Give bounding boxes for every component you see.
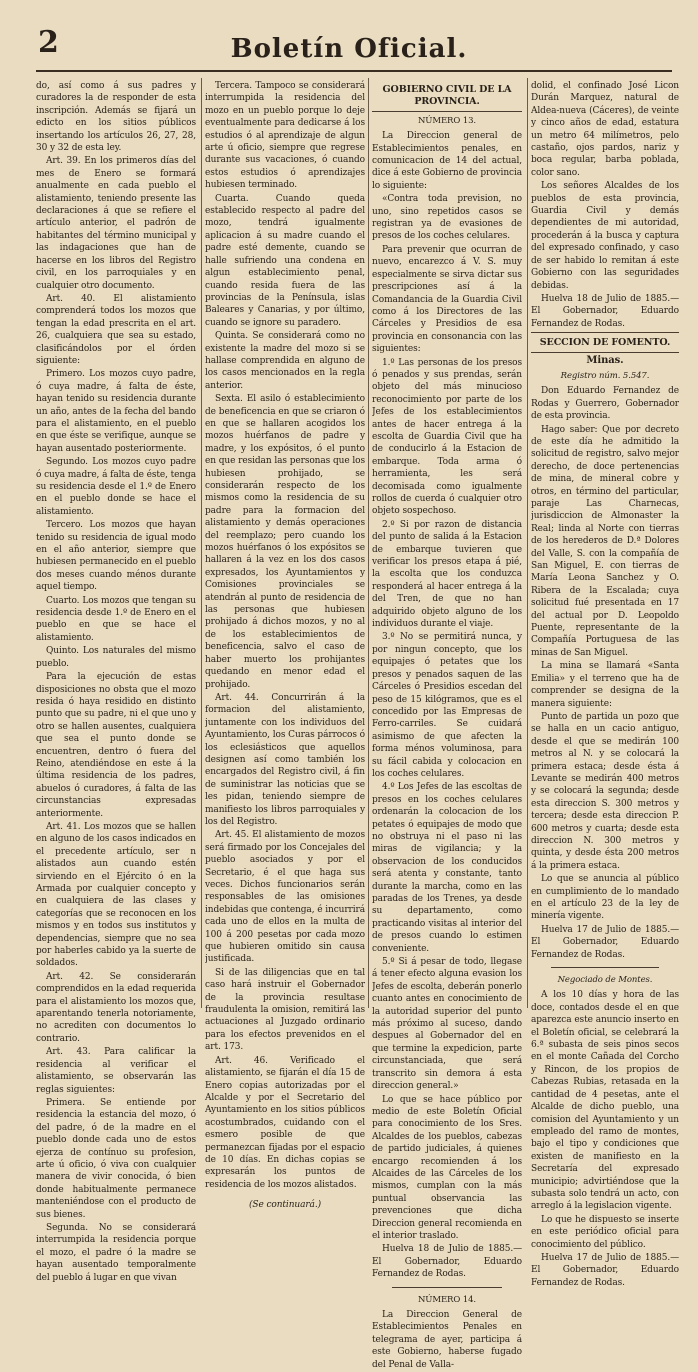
column-divider [201, 78, 202, 1008]
column-3 [372, 80, 522, 1372]
signature: Huelva 18 de Julio de 1885.—El Gobernador, Eduardo Fernandez de Rodas. [372, 1244, 522, 1280]
signature: Huelva 18 de Julio de 1885.—El Gobernador, Eduardo Fernandez de Rodas. [531, 293, 679, 329]
paragraph: Quinta. Se considerará como no existente la madre del mozo si se hallase comprendida en alguno de los casos mencionados en la regla anterior. [205, 331, 365, 391]
column-1 [36, 80, 196, 1285]
section-heading: GOBIERNO CIVIL DE LA PROVINCIA. [382, 84, 512, 108]
page-header [0, 0, 698, 76]
paragraph: Lo que he dispuesto se inserte en este periódico oficial para conocimiento del público. [531, 1214, 679, 1250]
paragraph: Don Eduardo Fernandez de Rodas y Guerrero, Gobernador de esta provincia. [531, 386, 679, 422]
paragraph: Segunda. No se considerará interrumpida la residencia porque el mozo, el padre ó la madre se hayan ausentado temporalmente del pueblo á lugar en que vivan [36, 1222, 196, 1283]
paragraph: Quinto. Los naturales del mismo pueblo. [36, 646, 196, 669]
paragraph: Sexta. El asilo ó establecimiento de beneficencia en que se criaron ó en que se hallaren acogidos los mozos huérfanos de padre y madre, y los expósitos, ó el punto en que residan las personas que los hubiesen prohijado, se considerarán respecto de los mismos como la residencia de su padre para la formacion del alistamiento y demás operaciones del reemplazo; pero cuando los mozos huérfanos ó los expósitos se hallaren á la vez en los dos casos expresados, los Ayuntamientos y Comisiones provinciales se atendrán al punto de residencia de las personas que hubiesen prohijado á dichos mozos, y no al de los establecimientos de beneficencia, salvo el caso de haber muerto los prohijantes quedando en menor edad el prohijado. [205, 394, 365, 690]
paragraph: Segundo. Los mozos cuyo padre ó cuya madre, á falta de éste, tenga su residencia desde el 1.º de Enero en el pueblo donde se hace el alistamiento. [36, 457, 196, 517]
divider [372, 111, 522, 112]
paragraph: Primero. Los mozos cuyo padre, ó cuya madre, á falta de éste, hayan tenido su residencia durante un año, antes de la fecha del bando para el alistamiento, en el pueblo en que éste se verifique, aunque se hayan ausentado posteriormente. [36, 369, 196, 454]
article-41: Art. 41. Los mozos que se hallen en alguno de los casos indicados en el precedente artículo, ser n alistados aun cuando estén sirviendo en el Ejército ó en la Armada por cualquier concepto y en cualquiera de las clases y categorías que se reconocen en los mismos y en todos sus institutos y dependencias, siempre que no sea por haberles cabido ya la suerte de soldados. [36, 821, 196, 969]
paragraph: La mina se llamará «Santa Emilia» y el terreno que ha de comprender se designa de la manera siguiente: [531, 661, 679, 709]
paragraph: dolid, el confinado José Licon Durán Marquez, natural de Aldea-nueva (Cáceres), de veinte y cinco años de edad, estatura un metro 64 milímetros, pelo castaño, ojos pardos, nariz y boca regular, barba poblada, color sano. [531, 81, 679, 178]
signature: Huelva 17 de Julio de 1885.—El Gobernador, Eduardo Fernandez de Rodas. [531, 1252, 679, 1288]
paragraph: Los señores Alcaldes de los pueblos de esta provincia, Guardia Civil y demás dependientes de mi autoridad, procederán á la busca y captura del expresado confinado, y caso de ser habido lo remitan á este Gobierno con las seguridades debidas. [531, 181, 679, 291]
section-heading: SECCION DE FOMENTO. [539, 337, 671, 349]
paragraph: Para prevenir que ocurran de nuevo, encarezco á V. S. muy especialmente se sirva dictar sus prescripciones así á la Comandancia de la Guardia Civil como á los Directores de las Cárceles y Presidios de esa provincia en consonancia con las siguientes: [372, 244, 522, 355]
registro-heading: Registro núm. 5.547. [560, 370, 650, 381]
header-rule [36, 70, 672, 72]
subsection-heading: Minas. [586, 354, 624, 366]
article-43: Art. 43. Para calificar la residencia al verificar el alistamiento, se observarán las reglas siguientes: [36, 1047, 196, 1095]
paragraph: Tercero. Los mozos que hayan tenido su residencia de igual modo en el año anterior, siempre que hubiesen permanecido en el pueblo dos meses cuando ménos durante aquel tiempo. [36, 520, 196, 593]
divider [551, 967, 659, 968]
paragraph: La Direccion general de Establecimientos penales, en comunicacion de 14 del actual, dice á este Gobierno de provincia lo siguiente: [372, 131, 522, 191]
paragraph: 5.º Si á pesar de todo, llegase á tener efecto alguna evasion los Jefes de escolta, deberán ponerlo cuanto antes en conocimiento de la autoridad superior del punto más próximo al suceso, dando despues al Gobernador del en que termine la expedicion, parte circunstanciada, que será transcrito sin demora á esta direccion general.» [372, 957, 522, 1092]
paragraph: Hago saber: Que por decreto de este día he admitido la solicitud de registro, salvo mejor derecho, de doce pertenencias de mina, de mineral cobre y otros, en término del particular, paraje Las Charnecas, jurisdiccion de Almonaster la Real; linda al Norte con tierras de los herederos de D.ª Dolores del Valle, S. con la compañía de San Miguel, E. con tierras de María Leona Sanchez y O. Ribera de la Escalada; cuya solicitud fué presentada en 17 del actual por D. Leopoldo Puente, representante de la Compañía Portuguesa de las minas de San Miguel. [531, 424, 679, 658]
article-46: Art. 46. Verificado el alistamiento, se fijarán el día 15 de Enero copias autorizadas por el Alcalde y por el Secretario del Ayuntamiento en los sitios públicos acostumbrados, cuidando con el esmero posible de que permanezcan fijadas por el espacio de 10 días. En dichas copias se expresarán los puntos de residencia de los mozos alistados. [205, 1055, 365, 1190]
article-44: Art. 44. Concurrirán á la formacion del alistamiento, juntamente con los individuos del Ayuntamiento, los Curas párrocos ó los eclesiásticos que aquellos designen así como también los encargados del Registro civil, á fin de suministrar las noticias que se les pidan, teniendo siempre de manifiesto los libros parroquiales y los del Registro. [205, 692, 365, 827]
paragraph: do, así como á sus padres y curadores la de responder de esta inscripción. Además se fijará un edicto en los sitios públicos insertando los artículos 26, 27, 28, 30 y 32 de esta ley. [36, 81, 196, 154]
divider [392, 1287, 502, 1288]
column-divider [368, 78, 369, 1008]
paragraph: Lo que se hace público por medio de este Boletín Oficial para conocimiento de los Sres. Alcaldes de los pueblos, cabezas de partido judiciales, á quienes encargo recomienden á los Alcaides de las Cárceles de los mismos, cumplan con la más puntual observancia las prevenciones que dicha Direccion general recomienda en el interior traslado. [372, 1094, 522, 1241]
article-45: Art. 45. El alistamiento de mozos será firmado por los Concejales del pueblo asociados y por el Secretario, é el que haga sus veces. Dichos funcionarios serán responsables de las omisiones indebidas que contenga, é incurrirá cada uno de ellos en la multa de 100 á 200 pesetas por cada mozo que hubieren omitido sin causa justificada. [205, 830, 365, 965]
paragraph: 1.º Las personas de los presos ó penados y sus prendas, serán objeto del más minucioso reconocimiento por parte de los Jefes de los establecimientos antes de hacer entrega á la escolta de Guardia Civil que ha de conducirlo á la Estacion de embarque. Toda arma ó herramienta, les será decomisada como igualmente rollos de cuerda ó cualquier otro objeto sospechoso. [372, 357, 522, 517]
column-4 [531, 80, 679, 1290]
signature: Huelva 17 de Julio de 1885.—El Gobernador, Eduardo Fernandez de Rodas. [531, 924, 679, 960]
paragraph: Lo que se anuncia al público en cumplimiento de lo mandado en el artículo 23 de la ley de minería vigente. [531, 874, 679, 922]
paragraph: Para la ejecución de estas disposiciones no obsta que el mozo resida ó haya residido en distinto punto que su padre, ni el que uno y otro se hallen ausentes, cualquiera que sea el punto donde se encuentren, dentro ó fuera del Reino, atendiéndose en este á la última residencia de los padres, abuelos ó curadores, á falta de las circunstancias expresadas anteriormente. [36, 672, 196, 819]
column-divider [527, 78, 528, 1008]
paragraph: Cuarto. Los mozos que tengan su residencia desde 1.º de Enero en el pueblo en que se hace el alistamiento. [36, 595, 196, 643]
article-42: Art. 42. Se considerarán comprendidos en la edad requerida para el alistamiento los mozos que, aparentando tenerla notoriamente, no acrediten con documentos lo contrario. [36, 971, 196, 1044]
article-40: Art. 40. El alistamiento comprenderá todos los mozos que tengan la edad prescrita en el art. 26, cualquiera que sea su estado, clasificándolos por el órden siguiente: [36, 293, 196, 366]
paragraph: Punto de partida un pozo que se halla en un cacio antiguo, desde el que se medirán 100 metros al N. y se colocará la primera estaca; desde ésta á Levante se medirán 400 metros y se colocará la segunda; desde esta direccion S. 300 metros y tercera; desde esta direccion P. 600 metros y cuarta; desde esta direccion N. 300 metros y quinta, y desde ésta 200 metros á la primera estaca. [531, 711, 679, 871]
divider [531, 352, 679, 353]
paragraph: 2.º Si por razon de distancia del punto de salida á la Estacion de embarque tuvieren que verificar los presos etapa á pié, la escolta que los conduzca responderá al hacer entrega á la del Tren, de que no han adquirido objeto alguno de los individuos durante el viaje. [372, 519, 522, 630]
number-heading: NÚMERO 14. [417, 1294, 477, 1305]
page-number: 2 [38, 25, 59, 60]
continued-note: (Se continuará.) [248, 1200, 321, 1211]
paragraph: «Contra toda prevision, no uno, sino repetidos casos se registran ya de evasiones de presos de los coches celulares. [372, 194, 522, 242]
column-2 [205, 80, 365, 1213]
paragraph: 3.º No se permitirá nunca, y por ningun concepto, que los equipajes ó petates que los presos y penados saquen de las Cárceles ó Presidios escedan del peso de 15 kilógramos, que es el concedido por las Empresas de Ferro-carriles. Se cuidará asimismo de que afecten la forma ménos voluminosa, para su fácil cabida y colocacion en los coches celulares. [372, 632, 522, 779]
paragraph: Si de las diligencias que en tal caso hará instruir el Gobernador de la provincia resultase fraudulenta la omision, remitirá las actuaciones al Juzgado ordinario para los efectos prevenidos en el art. 173. [205, 967, 365, 1053]
subsection-heading: Negociado de Montes. [557, 975, 653, 986]
paragraph: Cuarta. Cuando queda establecido respecto al padre del mozo, tendrá igualmente aplicacion á su madre cuando el padre esté demente, cuando se halle sufriendo una condena en algun establecimiento penal, cuando resida fuera de las provincias de la Península, islas Baleares y Canarias, y por último, cuando se ignore su paradero. [205, 193, 365, 328]
number-heading: NÚMERO 13. [417, 115, 477, 126]
paragraph: 4.º Los Jefes de las escoltas de presos en los coches celulares ordenarán la colocacion de los petates ó equipajes de modo que no obstruya ni el paso ni las miras de vigilancia; y la observacion de los conducidos será atenta y constante, tanto durante la marcha, como en las paradas de los Trenes, ya desde su departamento, como practicando visitas al interior del de presos cuando lo estimen conveniente. [372, 782, 522, 954]
paragraph: La Direccion General de Establecimientos Penales en telegrama de ayer, participa á este Gobierno, haberse fugado del Penal de Valla- [372, 1310, 522, 1370]
divider [531, 332, 679, 333]
paragraph: Primera. Se entiende por residencia la estancia del mozo, ó del padre, ó de la madre en el pueblo donde cada uno de estos ejerza de contínuo su profesion, arte ú oficio, ó viva con cualquier manera de vivir conocida, ó bien donde habitualmente permanece manteniéndose con el producto de sus bienes. [36, 1097, 196, 1220]
paragraph: A los 10 días y hora de las doce, contados desde el en que aparezca este anuncio inserto en el Boletín oficial, se celebrará la 6.ª subasta de seis pinos secos en el monte Cañada del Corcho y Rincon, de los propios de Cabezas Rubias, retasada en la cantidad de 4 pesetas, ante el Alcalde de dicho pueblo, una comision del Ayuntamiento y un empleado del ramo de montes, bajo el tipo y condiciones que existen de manifiesto en la Secretaría del expresado municipio; advirtiéndose que la subasta solo tendrá un acto, con arreglo á la legislacion vigente. [531, 990, 679, 1212]
masthead-title: Boletín Oficial. [230, 34, 468, 64]
paragraph: Tercera. Tampoco se considerará interrumpida la residencia del mozo en un pueblo porque lo deje eventualmente para dedicarse á los estudios ó al aprendizaje de algun arte ú oficio, siempre que regrese durante sus vacaciones, ó cuando estos estudios ó aprendizajes hubiesen terminado. [205, 81, 365, 191]
article-39: Art. 39. En los primeros días del mes de Enero se formará anualmente en cada pueblo el alistamiento, teniendo presente las declaraciones á que se refiere el artículo anterior, el padrón de habitantes del término municipal y las indagaciones que han de hacerse en los libros del Registro civil, en los parroquiales y en cualquier otro documento. [36, 156, 196, 291]
